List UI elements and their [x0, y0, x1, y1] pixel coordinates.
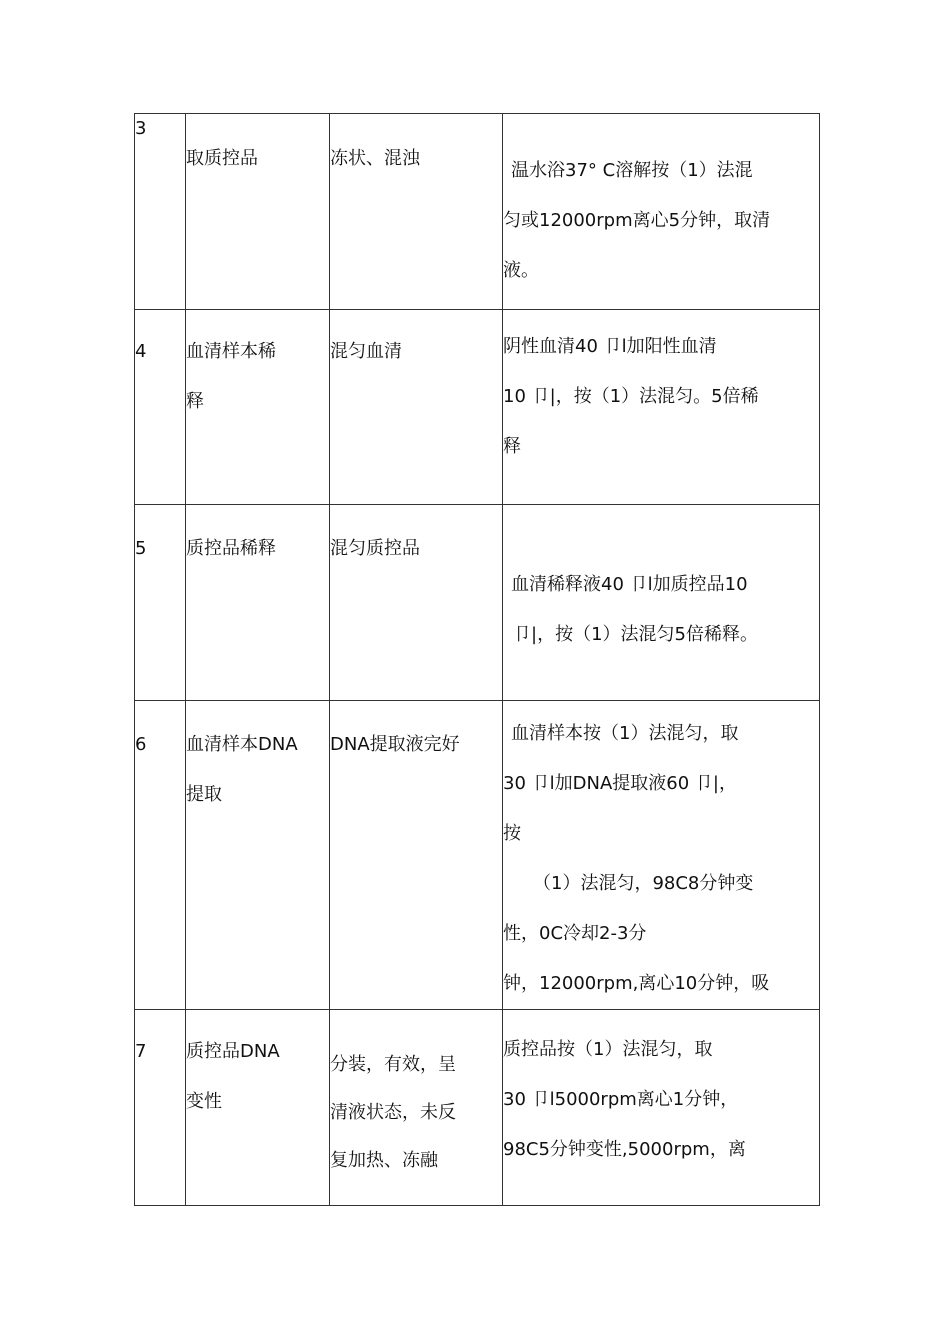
- procedure-table: [134, 113, 820, 1206]
- step-condition: 混匀血清: [330, 310, 503, 505]
- step-method: 温水浴37° C溶解按（1）法混 匀或12000rpm离心5分钟，取清 液。: [503, 114, 820, 310]
- table-row: [135, 310, 820, 505]
- step-number: 3: [135, 114, 186, 310]
- table-row: [135, 701, 820, 1010]
- step-method: 阴性血清40 卩l加阳性血清 10 卩|，按（1）法混匀。5倍稀 释: [503, 310, 820, 505]
- table-row: [135, 114, 820, 310]
- step-number: 7: [135, 1010, 186, 1206]
- step-condition: 分装，有效，呈 清液状态，未反 复加热、冻融: [330, 1010, 503, 1206]
- step-method: 质控品按（1）法混匀，取 30 卩l5000rpm离心1分钟， 98C5分钟变性,5000rpm，离: [503, 1010, 820, 1206]
- step-number: 4: [135, 310, 186, 505]
- step-method: 血清样本按（1）法混匀，取 30 卩l加DNA提取液60 卩|， 按 （1）法混匀，98C8分钟变 性，0C冷却2-3分 钟，12000rpm,离心10分钟，吸: [503, 701, 820, 1010]
- step-number: 5: [135, 505, 186, 701]
- step-method: 血清稀释液40 卩l加质控品10 卩|，按（1）法混匀5倍稀释。: [503, 505, 820, 701]
- step-name: 取质控品: [186, 114, 330, 310]
- table-row: [135, 505, 820, 701]
- table-row: [135, 1010, 820, 1206]
- step-condition: 混匀质控品: [330, 505, 503, 701]
- step-condition: 冻状、混浊: [330, 114, 503, 310]
- step-condition: DNA提取液完好: [330, 701, 503, 1010]
- step-name: 血清样本稀 释: [186, 310, 330, 505]
- step-name: 质控品DNA 变性: [186, 1010, 330, 1206]
- step-name: 血清样本DNA 提取: [186, 701, 330, 1010]
- step-number: 6: [135, 701, 186, 1010]
- step-name: 质控品稀释: [186, 505, 330, 701]
